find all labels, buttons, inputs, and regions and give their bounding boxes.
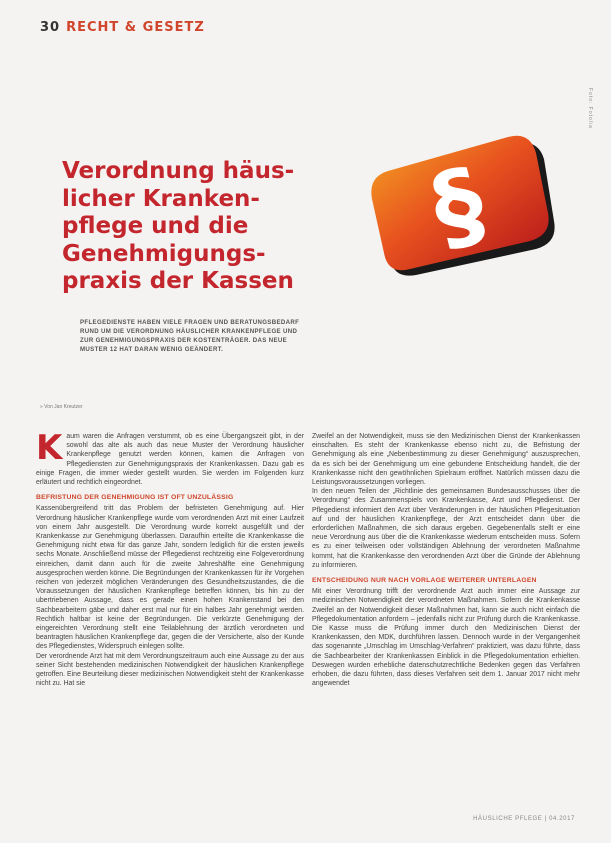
subheading: ENTSCHEIDUNG NUR NACH VORLAGE WEITERER UNTERLAGEN [312,577,537,585]
article-byline: » Von Jan Kreutzer [40,404,83,410]
paragraph: Kassenübergreifend tritt das Problem der befristeten Genehmigung auf. Hier Verordnung häuslicher Krankenpflege wurde vom verordnenden Arzt mit einer Laufzeit von einem Jahr ausgestellt. Die Verordnung wurde korrekt ausgefüllt und der Krankenkasse zur Genehmigung überlassen. Daraufhin erteilte die Krankenkasse die Genehmigung nicht etwa für das ganze Jahr, sondern lediglich für die ersten jeweils sechs Monate. Anschließend müsse der Pflegedienst rechtzeitig eine Folgeverordnung einreichen, damit dann auch für die zweite Jahreshälfte eine Genehmigung ausgesprochen werden könne. Die Begründungen der Krankenkassen für ihr Vorgehen reichen von jederzeit möglichen Veränderungen des Gesundheitszustandes, die die Voraussetzungen der häuslichen Krankenpflege betreffen können, bis hin zu der ubertriebenen Aussage, dass es gerade einen hohen Krankenstand bei den Sachbearbeitern gäbe und daher erst mal nur für ein halbes Jahr genehmigt werden. Rechtlich haltbar ist keine der Begründungen. Die verkürzte Genehmigung der eingereichten Verordnung stellt eine Teilablehnung der ärztlich verordneten und beantragten häuslichen Krankenpflege dar, gegen die der Versicherte, also der Kunde des Pflegedienstes, Widerspruch einlegen sollte. [36,505,304,651]
title-line: Genehmigungs- [62,240,266,267]
paragraph-text: aum waren die Anfragen verstummt, ob es eine Übergangszeit gibt, in der sowohl das alte als auch das neue Muster der Verordnung häuslicher Krankenpflege genutzt werden können, kamen die Anfragen von Pflegediensten zur Genehmigungspraxis der Krankenkassen. Dazu gab es einige Fragen, die immer wieder gestellt wurden. Sie werden im Folgenden kurz erläutert und rechtlich eingeordnet. [36,433,304,487]
paragraph-icon [358,125,558,285]
title-line: Verordnung häus- [62,158,295,184]
title-line: praxis der Kassen [62,268,294,294]
running-header [40,20,205,35]
drop-cap: K [36,428,63,468]
paragraph: Zweifel an der Notwendigkeit, muss sie den Medizinischen Dienst der Krankenkassen einschalten. Es steht der Krankenkasse ebenso nicht zu, die Befristung der Genehmigung als eine „Nebenbestimmung zu dieser Genehmigung“ auszusprechen, da es sich bei der Genehmigung um eine gebundene Entscheidung handelt, die der Krankenkasse nicht den gewöhnlichen Spielraum eröffnet. Natürlich müssen dazu die Leistungsvoraussetzungen vorliegen. [312,433,580,487]
paragraph: Der verordnende Arzt hat mit dem Verordnungszeitraum auch eine Aussage zu der aus seiner Sicht bestehenden medizinischen Notwendigkeit der häuslichen Krankenpflege getroffen. Eine Beurteilung dieser medizinischen Notwendigkeit steht der Krankenkasse nicht zu. Hat sie [36,652,304,688]
article-column-right [312,432,580,688]
photo-credit: Foto: Fotolia [587,88,593,129]
article-lead: PFLEGEDIENSTE HABEN VIELE FRAGEN UND BERATUNGSBEDARF RUND UM DIE VERORDNUNG HÄUSLICHER KRANKENPFLEGE UND ZUR GENEHMIGUNGSPRAXIS DER KOSTENTRÄGER. DAS NEUE MUSTER 12 HAT DARAN WENIG GEÄNDERT. [80,319,300,353]
paragraph-glyph: § [421,145,496,267]
subheading: BEFRISTUNG DER GENEHMIGUNG IST OFT UNZULÄSSIG [36,494,234,502]
page-footer: HÄUSLICHE PFLEGE | 04.2017 [473,816,575,822]
title-line: licher Kranken- [62,185,260,212]
page-number: 30 [40,20,61,35]
paragraph: In den neuen Teilen der „Richtlinie des gemeinsamen Bundesausschusses über die Verordnung“ des Zusammenspiels von Krankenkasse, Arzt und Pflegedienst. Der Pflegedienst informiert den Arzt über Veränderungen in der häuslichen Pflegesituation auf und der häuslichen Krankenpflege, der Arzt entscheidet dann über die erforderlichen Maßnahmen, die sich daraus ergeben. Gegebenenfalls stellt er eine neue Verordnung aus über die die Krankenkasse wiederum entscheiden muss. Sofern es zu einer teilweisen oder vollständigen Ablehnung der verordneten Maßnahme kommt, hat die Krankenkasse den verordnenden Arzt über die Gründe der Ablehnung zu informieren. [312,488,580,569]
article-column-left [36,428,304,688]
paragraph [36,428,304,487]
section-title: RECHT & GESETZ [66,20,205,35]
article-title [62,158,362,296]
paragraph: Mit einer Verordnung trifft der verordnende Arzt auch immer eine Aussage zur medizinischen Notwendigkeit der verordneten Maßnahmen. Sofern die Krankenkasse Zweifel an der Notwendigkeit dieser Maßnahmen hat, kann sie auch nicht einfach die Pflegedokumentation anfordern – jedenfalls nicht zur Prüfung durch die Krankenkasse. Die Kasse muss die Prüfung immer durch den Medizinischen Dienst der Krankenkassen, den MDK, durchführen lassen. Dennoch wurde in der Vergangenheit das sogenannte „Umschlag im Umschlag-Verfahren“ praktiziert, was dazu führte, dass die Sachbearbeiter der Krankenkassen Einblick in die Pflegedokumentation erhielten. Deswegen wurden erhebliche datenschutzrechtliche Bedenken gegen das Verfahren erhoben, die dazu führten, dass dieses Verfahren seit dem 1. Januar 2017 nicht mehr angewendet [312,588,580,688]
title-line: pflege und die [62,213,249,239]
